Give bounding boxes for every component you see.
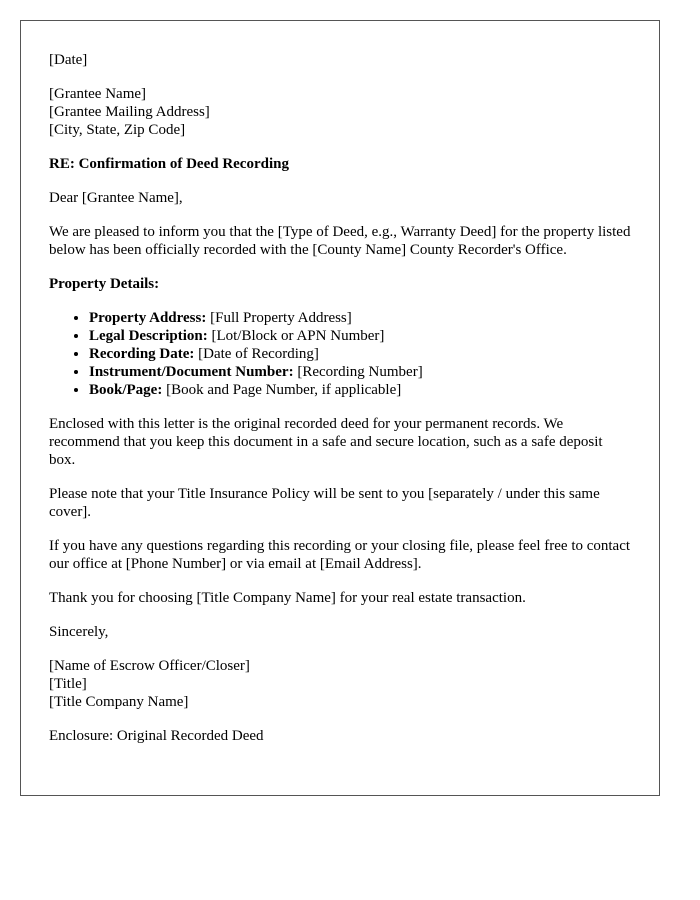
recipient-address: [Grantee Mailing Address] (49, 104, 210, 120)
list-item (89, 309, 631, 327)
signer-company: [Title Company Name] (49, 694, 189, 710)
detail-value: [Full Property Address] (206, 310, 352, 326)
list-item (89, 345, 631, 363)
closing: Sincerely, (49, 624, 109, 640)
signature-block (49, 657, 631, 711)
detail-value: [Recording Number] (293, 364, 423, 380)
questions-paragraph: If you have any questions regarding this recording or your closing file, please feel free to contact our office at [Phone Number] or via email at [Email Address]. (49, 538, 631, 572)
detail-label: Recording Date: (89, 346, 195, 362)
letter-subject: RE: Confirmation of Deed Recording (49, 156, 289, 172)
signer-name: [Name of Escrow Officer/Closer] (49, 658, 250, 674)
letter-date: [Date] (49, 52, 88, 68)
recipient-block (49, 85, 631, 139)
enclosed-paragraph: Enclosed with this letter is the original recorded deed for your permanent records. We recommend that you keep this document in a safe and secure location, such as a safe deposit box. (49, 416, 603, 468)
detail-value: [Lot/Block or APN Number] (207, 328, 385, 344)
detail-label: Book/Page: (89, 382, 163, 398)
enclosure-note: Enclosure: Original Recorded Deed (49, 728, 264, 744)
recipient-city-state-zip: [City, State, Zip Code] (49, 122, 186, 138)
detail-value: [Book and Page Number, if applicable] (162, 382, 402, 398)
salutation: Dear [Grantee Name], (49, 190, 183, 206)
title-policy-paragraph: Please note that your Title Insurance Policy will be sent to you [separately / under this same cover]. (49, 486, 600, 520)
detail-value: [Date of Recording] (194, 346, 319, 362)
letter-page (20, 20, 660, 796)
detail-label: Property Address: (89, 310, 207, 326)
property-details-list (49, 309, 631, 399)
list-item (89, 381, 631, 399)
detail-label: Instrument/Document Number: (89, 364, 294, 380)
signer-title: [Title] (49, 676, 87, 692)
detail-label: Legal Description: (89, 328, 208, 344)
list-item (89, 363, 631, 381)
property-details-heading: Property Details: (49, 276, 160, 292)
recipient-name: [Grantee Name] (49, 86, 147, 102)
intro-paragraph: We are pleased to inform you that the [Type of Deed, e.g., Warranty Deed] for the property listed below has been officially recorded with the [County Name] County Recorder's Office. (49, 224, 631, 258)
list-item (89, 327, 631, 345)
thanks-paragraph: Thank you for choosing [Title Company Name] for your real estate transaction. (49, 590, 526, 606)
